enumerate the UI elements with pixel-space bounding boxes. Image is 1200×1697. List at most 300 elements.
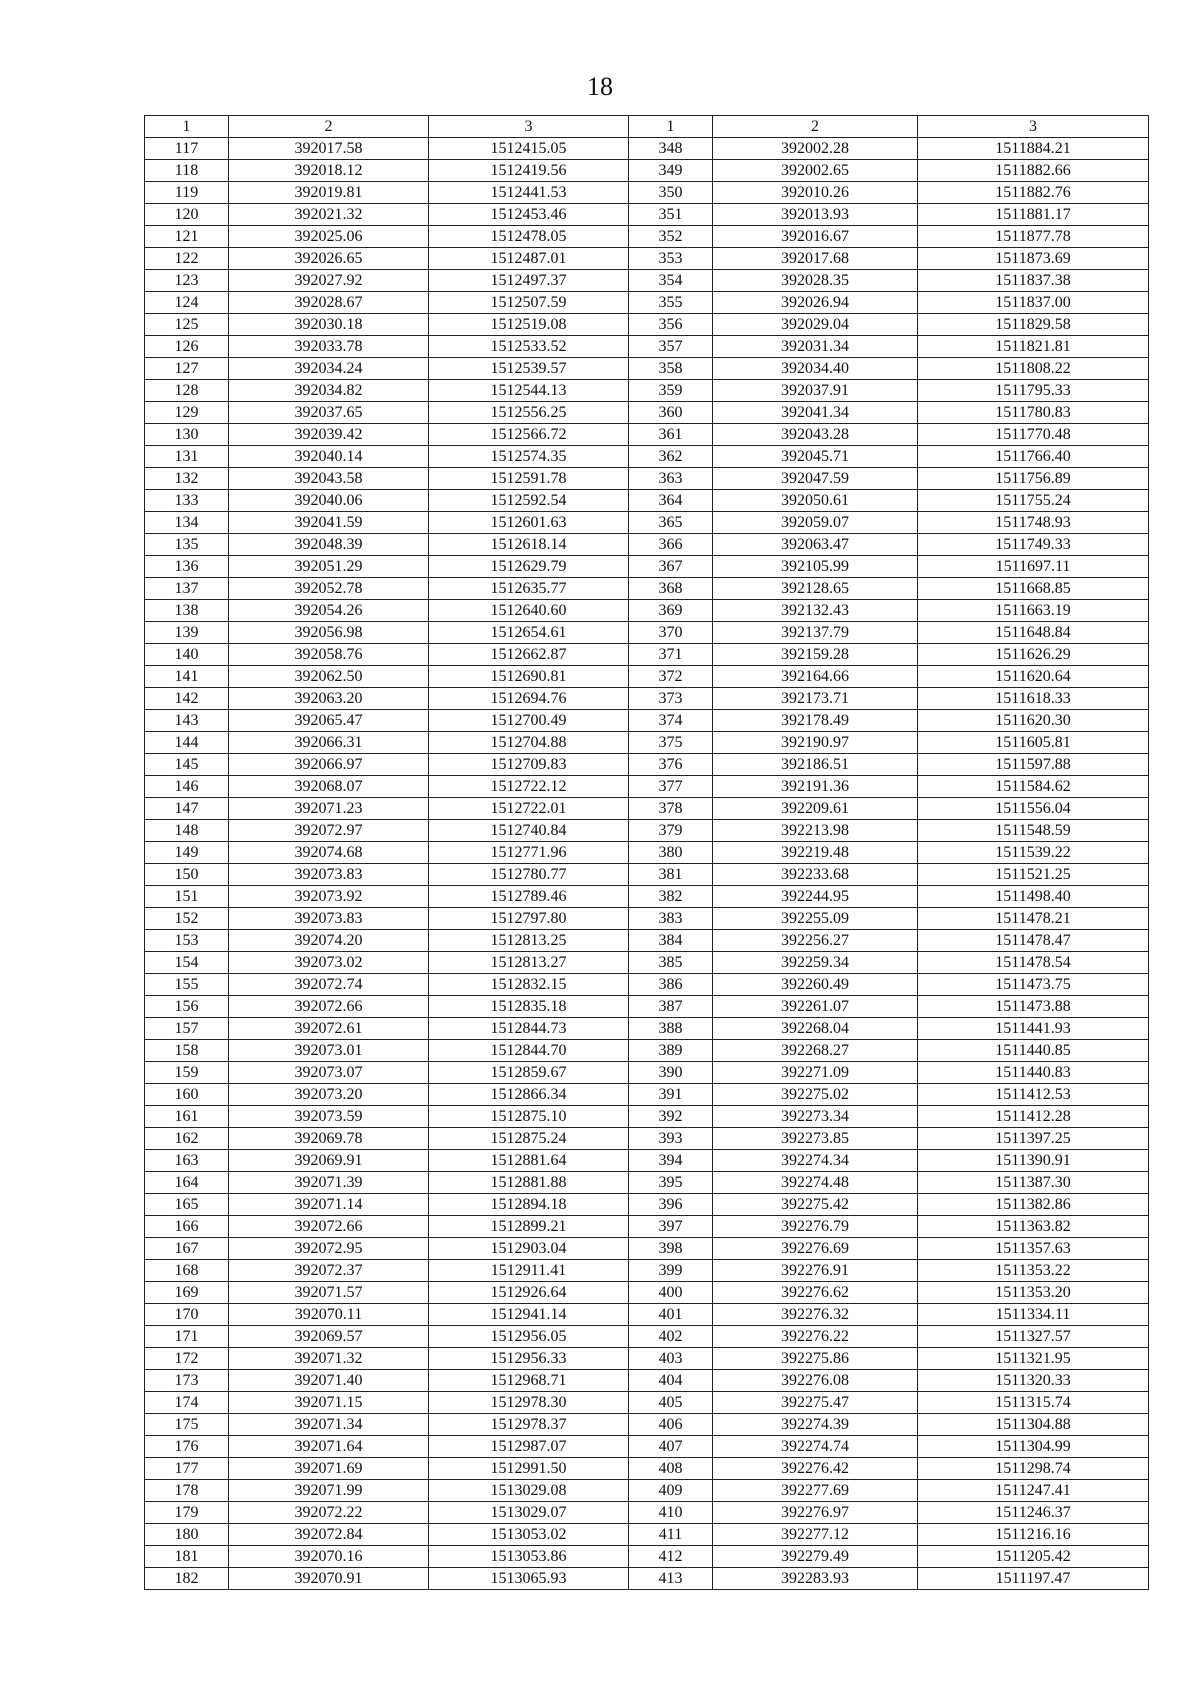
table-row [145, 1194, 1149, 1216]
point-number-cell: 139 [145, 622, 229, 644]
y-coordinate-cell: 1512903.04 [429, 1238, 629, 1260]
x-coordinate-cell: 392071.15 [229, 1392, 429, 1414]
x-coordinate-cell: 392137.79 [713, 622, 918, 644]
point-number-cell: 175 [145, 1414, 229, 1436]
table-row [145, 204, 1149, 226]
y-coordinate-cell: 1512956.33 [429, 1348, 629, 1370]
point-number-cell: 392 [629, 1106, 713, 1128]
table-row [145, 886, 1149, 908]
coordinates-table [144, 115, 1149, 1590]
y-coordinate-cell: 1512987.07 [429, 1436, 629, 1458]
y-coordinate-cell: 1511620.64 [918, 666, 1149, 688]
table-row [145, 644, 1149, 666]
x-coordinate-cell: 392041.34 [713, 402, 918, 424]
table-row [145, 468, 1149, 490]
y-coordinate-cell: 1511620.30 [918, 710, 1149, 732]
x-coordinate-cell: 392069.78 [229, 1128, 429, 1150]
point-number-cell: 128 [145, 380, 229, 402]
x-coordinate-cell: 392071.34 [229, 1414, 429, 1436]
table-row [145, 600, 1149, 622]
point-number-cell: 360 [629, 402, 713, 424]
header-cell: 2 [713, 116, 918, 138]
point-number-cell: 370 [629, 622, 713, 644]
point-number-cell: 411 [629, 1524, 713, 1546]
x-coordinate-cell: 392058.76 [229, 644, 429, 666]
point-number-cell: 357 [629, 336, 713, 358]
point-number-cell: 350 [629, 182, 713, 204]
point-number-cell: 120 [145, 204, 229, 226]
table-row [145, 182, 1149, 204]
x-coordinate-cell: 392268.27 [713, 1040, 918, 1062]
y-coordinate-cell: 1512487.01 [429, 248, 629, 270]
point-number-cell: 406 [629, 1414, 713, 1436]
y-coordinate-cell: 1511548.59 [918, 820, 1149, 842]
table-row [145, 1040, 1149, 1062]
table-row [145, 138, 1149, 160]
point-number-cell: 367 [629, 556, 713, 578]
table-row [145, 424, 1149, 446]
point-number-cell: 124 [145, 292, 229, 314]
table-row [145, 1216, 1149, 1238]
table-row [145, 1084, 1149, 1106]
table-row [145, 446, 1149, 468]
point-number-cell: 166 [145, 1216, 229, 1238]
table-row [145, 1480, 1149, 1502]
point-number-cell: 157 [145, 1018, 229, 1040]
y-coordinate-cell: 1511605.81 [918, 732, 1149, 754]
x-coordinate-cell: 392132.43 [713, 600, 918, 622]
table-row [145, 1282, 1149, 1304]
header-cell: 2 [229, 116, 429, 138]
x-coordinate-cell: 392026.65 [229, 248, 429, 270]
point-number-cell: 161 [145, 1106, 229, 1128]
x-coordinate-cell: 392070.91 [229, 1568, 429, 1590]
x-coordinate-cell: 392260.49 [713, 974, 918, 996]
table-row [145, 1370, 1149, 1392]
y-coordinate-cell: 1511197.47 [918, 1568, 1149, 1590]
table-body [145, 138, 1149, 1590]
x-coordinate-cell: 392268.04 [713, 1018, 918, 1040]
point-number-cell: 410 [629, 1502, 713, 1524]
table-row [145, 1150, 1149, 1172]
y-coordinate-cell: 1511626.29 [918, 644, 1149, 666]
x-coordinate-cell: 392070.16 [229, 1546, 429, 1568]
x-coordinate-cell: 392041.59 [229, 512, 429, 534]
table-row [145, 270, 1149, 292]
point-number-cell: 374 [629, 710, 713, 732]
x-coordinate-cell: 392019.81 [229, 182, 429, 204]
y-coordinate-cell: 1512875.10 [429, 1106, 629, 1128]
point-number-cell: 158 [145, 1040, 229, 1062]
point-number-cell: 160 [145, 1084, 229, 1106]
table-row [145, 732, 1149, 754]
point-number-cell: 135 [145, 534, 229, 556]
y-coordinate-cell: 1512592.54 [429, 490, 629, 512]
y-coordinate-cell: 1512519.08 [429, 314, 629, 336]
x-coordinate-cell: 392039.42 [229, 424, 429, 446]
y-coordinate-cell: 1511304.99 [918, 1436, 1149, 1458]
table-row [145, 820, 1149, 842]
y-coordinate-cell: 1512859.67 [429, 1062, 629, 1084]
x-coordinate-cell: 392048.39 [229, 534, 429, 556]
y-coordinate-cell: 1513029.08 [429, 1480, 629, 1502]
y-coordinate-cell: 1511353.20 [918, 1282, 1149, 1304]
x-coordinate-cell: 392164.66 [713, 666, 918, 688]
point-number-cell: 362 [629, 446, 713, 468]
point-number-cell: 170 [145, 1304, 229, 1326]
y-coordinate-cell: 1512635.77 [429, 578, 629, 600]
point-number-cell: 402 [629, 1326, 713, 1348]
y-coordinate-cell: 1511881.17 [918, 204, 1149, 226]
point-number-cell: 354 [629, 270, 713, 292]
y-coordinate-cell: 1511321.95 [918, 1348, 1149, 1370]
y-coordinate-cell: 1512881.88 [429, 1172, 629, 1194]
y-coordinate-cell: 1512771.96 [429, 842, 629, 864]
x-coordinate-cell: 392043.28 [713, 424, 918, 446]
y-coordinate-cell: 1512497.37 [429, 270, 629, 292]
x-coordinate-cell: 392276.08 [713, 1370, 918, 1392]
y-coordinate-cell: 1512618.14 [429, 534, 629, 556]
point-number-cell: 173 [145, 1370, 229, 1392]
y-coordinate-cell: 1511478.47 [918, 930, 1149, 952]
y-coordinate-cell: 1512978.37 [429, 1414, 629, 1436]
point-number-cell: 125 [145, 314, 229, 336]
x-coordinate-cell: 392071.39 [229, 1172, 429, 1194]
table-row [145, 1106, 1149, 1128]
y-coordinate-cell: 1511808.22 [918, 358, 1149, 380]
table-row [145, 754, 1149, 776]
point-number-cell: 396 [629, 1194, 713, 1216]
table-row [145, 490, 1149, 512]
point-number-cell: 169 [145, 1282, 229, 1304]
x-coordinate-cell: 392275.47 [713, 1392, 918, 1414]
x-coordinate-cell: 392074.68 [229, 842, 429, 864]
point-number-cell: 381 [629, 864, 713, 886]
x-coordinate-cell: 392033.78 [229, 336, 429, 358]
y-coordinate-cell: 1511473.88 [918, 996, 1149, 1018]
y-coordinate-cell: 1511304.88 [918, 1414, 1149, 1436]
y-coordinate-cell: 1512881.64 [429, 1150, 629, 1172]
x-coordinate-cell: 392276.62 [713, 1282, 918, 1304]
y-coordinate-cell: 1511387.30 [918, 1172, 1149, 1194]
y-coordinate-cell: 1512574.35 [429, 446, 629, 468]
x-coordinate-cell: 392275.02 [713, 1084, 918, 1106]
y-coordinate-cell: 1511829.58 [918, 314, 1149, 336]
y-coordinate-cell: 1512835.18 [429, 996, 629, 1018]
x-coordinate-cell: 392071.23 [229, 798, 429, 820]
point-number-cell: 371 [629, 644, 713, 666]
y-coordinate-cell: 1512662.87 [429, 644, 629, 666]
x-coordinate-cell: 392276.91 [713, 1260, 918, 1282]
page-number: 18 [587, 72, 613, 101]
point-number-cell: 397 [629, 1216, 713, 1238]
point-number-cell: 145 [145, 754, 229, 776]
table-row [145, 1524, 1149, 1546]
y-coordinate-cell: 1512419.56 [429, 160, 629, 182]
table-row [145, 710, 1149, 732]
table-row [145, 952, 1149, 974]
y-coordinate-cell: 1511315.74 [918, 1392, 1149, 1414]
point-number-cell: 134 [145, 512, 229, 534]
point-number-cell: 142 [145, 688, 229, 710]
point-number-cell: 408 [629, 1458, 713, 1480]
y-coordinate-cell: 1511882.66 [918, 160, 1149, 182]
y-coordinate-cell: 1512789.46 [429, 886, 629, 908]
x-coordinate-cell: 392029.04 [713, 314, 918, 336]
y-coordinate-cell: 1512991.50 [429, 1458, 629, 1480]
x-coordinate-cell: 392072.37 [229, 1260, 429, 1282]
y-coordinate-cell: 1511697.11 [918, 556, 1149, 578]
point-number-cell: 162 [145, 1128, 229, 1150]
x-coordinate-cell: 392071.14 [229, 1194, 429, 1216]
point-number-cell: 359 [629, 380, 713, 402]
table-row [145, 512, 1149, 534]
x-coordinate-cell: 392244.95 [713, 886, 918, 908]
x-coordinate-cell: 392018.12 [229, 160, 429, 182]
y-coordinate-cell: 1511246.37 [918, 1502, 1149, 1524]
x-coordinate-cell: 392002.65 [713, 160, 918, 182]
point-number-cell: 393 [629, 1128, 713, 1150]
x-coordinate-cell: 392073.59 [229, 1106, 429, 1128]
point-number-cell: 168 [145, 1260, 229, 1282]
x-coordinate-cell: 392275.86 [713, 1348, 918, 1370]
point-number-cell: 164 [145, 1172, 229, 1194]
table-row [145, 1326, 1149, 1348]
point-number-cell: 148 [145, 820, 229, 842]
point-number-cell: 386 [629, 974, 713, 996]
y-coordinate-cell: 1511441.93 [918, 1018, 1149, 1040]
x-coordinate-cell: 392069.57 [229, 1326, 429, 1348]
y-coordinate-cell: 1512533.52 [429, 336, 629, 358]
x-coordinate-cell: 392273.34 [713, 1106, 918, 1128]
y-coordinate-cell: 1512968.71 [429, 1370, 629, 1392]
point-number-cell: 143 [145, 710, 229, 732]
point-number-cell: 363 [629, 468, 713, 490]
point-number-cell: 388 [629, 1018, 713, 1040]
y-coordinate-cell: 1511298.74 [918, 1458, 1149, 1480]
y-coordinate-cell: 1511216.16 [918, 1524, 1149, 1546]
point-number-cell: 138 [145, 600, 229, 622]
y-coordinate-cell: 1511412.28 [918, 1106, 1149, 1128]
y-coordinate-cell: 1511412.53 [918, 1084, 1149, 1106]
x-coordinate-cell: 392276.22 [713, 1326, 918, 1348]
point-number-cell: 178 [145, 1480, 229, 1502]
y-coordinate-cell: 1511556.04 [918, 798, 1149, 820]
y-coordinate-cell: 1512507.59 [429, 292, 629, 314]
point-number-cell: 376 [629, 754, 713, 776]
x-coordinate-cell: 392026.94 [713, 292, 918, 314]
y-coordinate-cell: 1512591.78 [429, 468, 629, 490]
point-number-cell: 401 [629, 1304, 713, 1326]
y-coordinate-cell: 1511390.91 [918, 1150, 1149, 1172]
point-number-cell: 409 [629, 1480, 713, 1502]
x-coordinate-cell: 392071.99 [229, 1480, 429, 1502]
point-number-cell: 394 [629, 1150, 713, 1172]
y-coordinate-cell: 1511756.89 [918, 468, 1149, 490]
y-coordinate-cell: 1511498.40 [918, 886, 1149, 908]
header-cell: 1 [145, 116, 229, 138]
y-coordinate-cell: 1513065.93 [429, 1568, 629, 1590]
point-number-cell: 137 [145, 578, 229, 600]
point-number-cell: 405 [629, 1392, 713, 1414]
point-number-cell: 171 [145, 1326, 229, 1348]
y-coordinate-cell: 1511748.93 [918, 512, 1149, 534]
point-number-cell: 358 [629, 358, 713, 380]
x-coordinate-cell: 392071.57 [229, 1282, 429, 1304]
x-coordinate-cell: 392190.97 [713, 732, 918, 754]
x-coordinate-cell: 392002.28 [713, 138, 918, 160]
y-coordinate-cell: 1512453.46 [429, 204, 629, 226]
x-coordinate-cell: 392274.74 [713, 1436, 918, 1458]
table-row [145, 688, 1149, 710]
point-number-cell: 353 [629, 248, 713, 270]
table-row [145, 1304, 1149, 1326]
point-number-cell: 348 [629, 138, 713, 160]
x-coordinate-cell: 392037.65 [229, 402, 429, 424]
table-row [145, 1260, 1149, 1282]
y-coordinate-cell: 1512875.24 [429, 1128, 629, 1150]
y-coordinate-cell: 1511780.83 [918, 402, 1149, 424]
point-number-cell: 378 [629, 798, 713, 820]
x-coordinate-cell: 392071.64 [229, 1436, 429, 1458]
table-row [145, 1172, 1149, 1194]
point-number-cell: 132 [145, 468, 229, 490]
point-number-cell: 123 [145, 270, 229, 292]
y-coordinate-cell: 1511884.21 [918, 138, 1149, 160]
point-number-cell: 177 [145, 1458, 229, 1480]
table-row [145, 1458, 1149, 1480]
x-coordinate-cell: 392275.42 [713, 1194, 918, 1216]
y-coordinate-cell: 1511327.57 [918, 1326, 1149, 1348]
point-number-cell: 179 [145, 1502, 229, 1524]
x-coordinate-cell: 392069.91 [229, 1150, 429, 1172]
point-number-cell: 365 [629, 512, 713, 534]
table-row [145, 1062, 1149, 1084]
table-row [145, 1238, 1149, 1260]
x-coordinate-cell: 392017.58 [229, 138, 429, 160]
x-coordinate-cell: 392073.83 [229, 908, 429, 930]
point-number-cell: 398 [629, 1238, 713, 1260]
point-number-cell: 403 [629, 1348, 713, 1370]
x-coordinate-cell: 392255.09 [713, 908, 918, 930]
y-coordinate-cell: 1512441.53 [429, 182, 629, 204]
point-number-cell: 366 [629, 534, 713, 556]
point-number-cell: 119 [145, 182, 229, 204]
x-coordinate-cell: 392034.24 [229, 358, 429, 380]
x-coordinate-cell: 392050.61 [713, 490, 918, 512]
x-coordinate-cell: 392073.83 [229, 864, 429, 886]
y-coordinate-cell: 1512899.21 [429, 1216, 629, 1238]
x-coordinate-cell: 392013.93 [713, 204, 918, 226]
y-coordinate-cell: 1511648.84 [918, 622, 1149, 644]
y-coordinate-cell: 1511473.75 [918, 974, 1149, 996]
y-coordinate-cell: 1511584.62 [918, 776, 1149, 798]
y-coordinate-cell: 1512654.61 [429, 622, 629, 644]
point-number-cell: 172 [145, 1348, 229, 1370]
x-coordinate-cell: 392256.27 [713, 930, 918, 952]
x-coordinate-cell: 392073.20 [229, 1084, 429, 1106]
y-coordinate-cell: 1511320.33 [918, 1370, 1149, 1392]
y-coordinate-cell: 1511205.42 [918, 1546, 1149, 1568]
y-coordinate-cell: 1512478.05 [429, 226, 629, 248]
table-row [145, 1128, 1149, 1150]
point-number-cell: 150 [145, 864, 229, 886]
point-number-cell: 144 [145, 732, 229, 754]
y-coordinate-cell: 1512844.73 [429, 1018, 629, 1040]
y-coordinate-cell: 1512722.12 [429, 776, 629, 798]
point-number-cell: 387 [629, 996, 713, 1018]
point-number-cell: 152 [145, 908, 229, 930]
y-coordinate-cell: 1511334.11 [918, 1304, 1149, 1326]
point-number-cell: 407 [629, 1436, 713, 1458]
point-number-cell: 389 [629, 1040, 713, 1062]
table-row [145, 666, 1149, 688]
table-row [145, 402, 1149, 424]
x-coordinate-cell: 392072.74 [229, 974, 429, 996]
y-coordinate-cell: 1512722.01 [429, 798, 629, 820]
y-coordinate-cell: 1511597.88 [918, 754, 1149, 776]
point-number-cell: 136 [145, 556, 229, 578]
y-coordinate-cell: 1511663.19 [918, 600, 1149, 622]
table-row [145, 1392, 1149, 1414]
table-row [145, 578, 1149, 600]
y-coordinate-cell: 1511821.81 [918, 336, 1149, 358]
point-number-cell: 399 [629, 1260, 713, 1282]
x-coordinate-cell: 392072.84 [229, 1524, 429, 1546]
x-coordinate-cell: 392066.97 [229, 754, 429, 776]
y-coordinate-cell: 1512709.83 [429, 754, 629, 776]
y-coordinate-cell: 1511795.33 [918, 380, 1149, 402]
point-number-cell: 155 [145, 974, 229, 996]
table-row [145, 1414, 1149, 1436]
point-number-cell: 352 [629, 226, 713, 248]
point-number-cell: 121 [145, 226, 229, 248]
table-row [145, 160, 1149, 182]
y-coordinate-cell: 1512956.05 [429, 1326, 629, 1348]
x-coordinate-cell: 392021.32 [229, 204, 429, 226]
x-coordinate-cell: 392073.92 [229, 886, 429, 908]
x-coordinate-cell: 392065.47 [229, 710, 429, 732]
y-coordinate-cell: 1512704.88 [429, 732, 629, 754]
table-row [145, 358, 1149, 380]
y-coordinate-cell: 1511766.40 [918, 446, 1149, 468]
table-row [145, 226, 1149, 248]
x-coordinate-cell: 392025.06 [229, 226, 429, 248]
point-number-cell: 385 [629, 952, 713, 974]
y-coordinate-cell: 1511478.21 [918, 908, 1149, 930]
x-coordinate-cell: 392037.91 [713, 380, 918, 402]
y-coordinate-cell: 1511770.48 [918, 424, 1149, 446]
x-coordinate-cell: 392063.47 [713, 534, 918, 556]
point-number-cell: 122 [145, 248, 229, 270]
x-coordinate-cell: 392261.07 [713, 996, 918, 1018]
point-number-cell: 380 [629, 842, 713, 864]
y-coordinate-cell: 1512844.70 [429, 1040, 629, 1062]
x-coordinate-cell: 392016.67 [713, 226, 918, 248]
x-coordinate-cell: 392072.22 [229, 1502, 429, 1524]
x-coordinate-cell: 392274.39 [713, 1414, 918, 1436]
x-coordinate-cell: 392017.68 [713, 248, 918, 270]
point-number-cell: 129 [145, 402, 229, 424]
point-number-cell: 153 [145, 930, 229, 952]
table-row [145, 974, 1149, 996]
point-number-cell: 131 [145, 446, 229, 468]
y-coordinate-cell: 1511397.25 [918, 1128, 1149, 1150]
y-coordinate-cell: 1511382.86 [918, 1194, 1149, 1216]
table-row [145, 798, 1149, 820]
x-coordinate-cell: 392047.59 [713, 468, 918, 490]
point-number-cell: 130 [145, 424, 229, 446]
